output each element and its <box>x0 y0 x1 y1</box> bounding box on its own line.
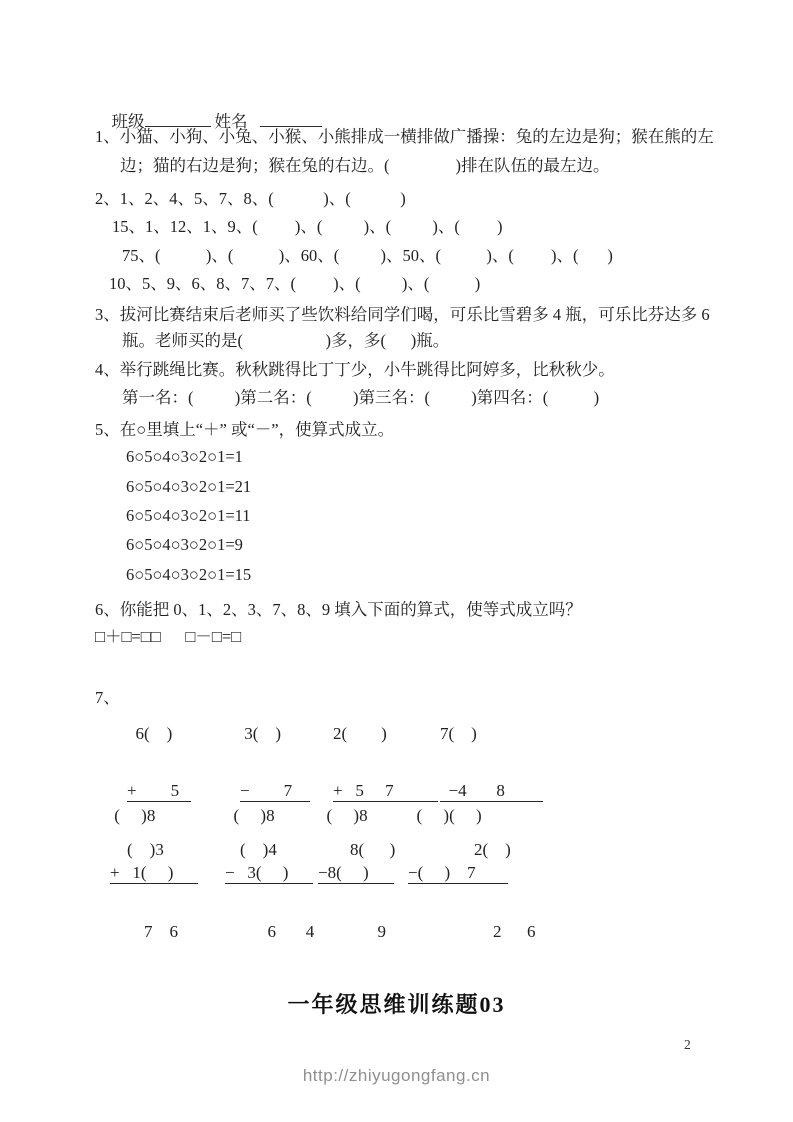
vp-top: ( )8 <box>225 806 275 825</box>
q5-equation-4: 6○5○4○3○2○1=9 <box>126 535 243 554</box>
q1-line-1: 1、小猫、小狗、小兔、小猴、小熊排成一横排做广播操：兔的左边是狗；猴在熊的左 <box>95 127 714 146</box>
vp-top: ( )8 <box>318 806 368 825</box>
q5-equation-1: 6○5○4○3○2○1=1 <box>126 447 243 466</box>
vp-top: 2( ) <box>333 724 387 743</box>
class-blank-line <box>145 111 211 127</box>
vp-top: ( )( ) <box>408 806 482 825</box>
worksheet-title: 一年级思维训练题03 <box>287 992 506 1017</box>
vp-result: 2 6 <box>408 922 536 941</box>
page-number: 2 <box>684 1037 691 1052</box>
vp-operator-line: + 5 7 <box>333 781 438 802</box>
q6-expressions: □＋□=□□ □－□=□ <box>95 627 242 646</box>
vp-result: 8( ) <box>333 840 396 859</box>
name-label: 姓名 <box>214 111 248 131</box>
vp-result: ( )4 <box>240 840 277 859</box>
footer-url: http://zhiyugongfang.cn <box>302 1066 491 1085</box>
q2-line-4: 10、5、9、6、8、7、7、( )、( )、( ) <box>109 274 481 293</box>
q6-heading: 6、你能把 0、1、2、3、7、8、9 填入下面的算式，使等式成立吗？ <box>95 600 582 619</box>
vp-result: 2( ) <box>440 840 511 859</box>
vp-operator-line: − 7 <box>240 781 310 802</box>
name-blank-line <box>260 111 322 127</box>
vp-operator-line: −4 8 <box>440 781 543 802</box>
q2-line-3: 75、( )、( )、60、( )、50、( )、( )、( ) <box>122 246 613 265</box>
q1-line-2: 边；猫的右边是狗；猴在兔的右边。( )排在队伍的最左边。 <box>120 156 610 175</box>
vp-result: 9 <box>318 922 386 941</box>
vp-result: ( )3 <box>127 840 164 859</box>
q2-line-2: 15、1、12、1、9、( )、( )、( )、( ) <box>112 217 503 236</box>
q5-equation-3: 6○5○4○3○2○1=11 <box>126 506 251 525</box>
vp-operator-line: + 5 <box>127 781 191 802</box>
q5-equation-2: 6○5○4○3○2○1=21 <box>126 477 252 496</box>
q5-heading: 5、在○里填上“＋” 或“－”，使算式成立。 <box>95 420 395 439</box>
q5-equation-5: 6○5○4○3○2○1=15 <box>126 565 252 584</box>
q7-problem-r2p1 <box>110 768 198 979</box>
vp-top: 3( ) <box>240 724 282 743</box>
vp-operator-line: − 3( ) <box>225 863 313 884</box>
q2-line-1: 2、1、2、4、5、7、8、( )、( ) <box>95 189 406 208</box>
vp-operator-line: −8( ) <box>318 863 394 884</box>
q7-label: 7、 <box>95 688 120 707</box>
q3-line-1: 3、拔河比赛结束后老师买了些饮料给同学们喝，可乐比雪碧多 4 瓶，可乐比芬达多 6 <box>95 305 710 324</box>
vp-operator-line: + 1( ) <box>110 863 198 884</box>
q7-problem-r2p4 <box>408 768 536 979</box>
q4-line-2: 第一名：( )第二名：( )第三名：( )第四名：( ) <box>122 388 600 407</box>
q7-problem-r2p2 <box>225 768 313 979</box>
vp-top: ( )8 <box>110 806 156 825</box>
vp-top: 7( ) <box>440 724 477 743</box>
q3-line-2: 瓶。老师买的是( )多，多( )瓶。 <box>122 331 450 350</box>
vp-result: 7 6 <box>110 922 178 941</box>
vp-result: 6 4 <box>225 922 315 941</box>
vp-top: 6( ) <box>127 724 173 743</box>
q4-line-1: 4、举行跳绳比赛。秋秋跳得比丁丁少，小牛跳得比阿婷多，比秋秋少。 <box>95 360 615 379</box>
vp-operator-line: −( ) 7 <box>408 863 508 884</box>
q7-problem-r2p3 <box>318 768 394 979</box>
class-label: 班级 <box>111 111 145 131</box>
